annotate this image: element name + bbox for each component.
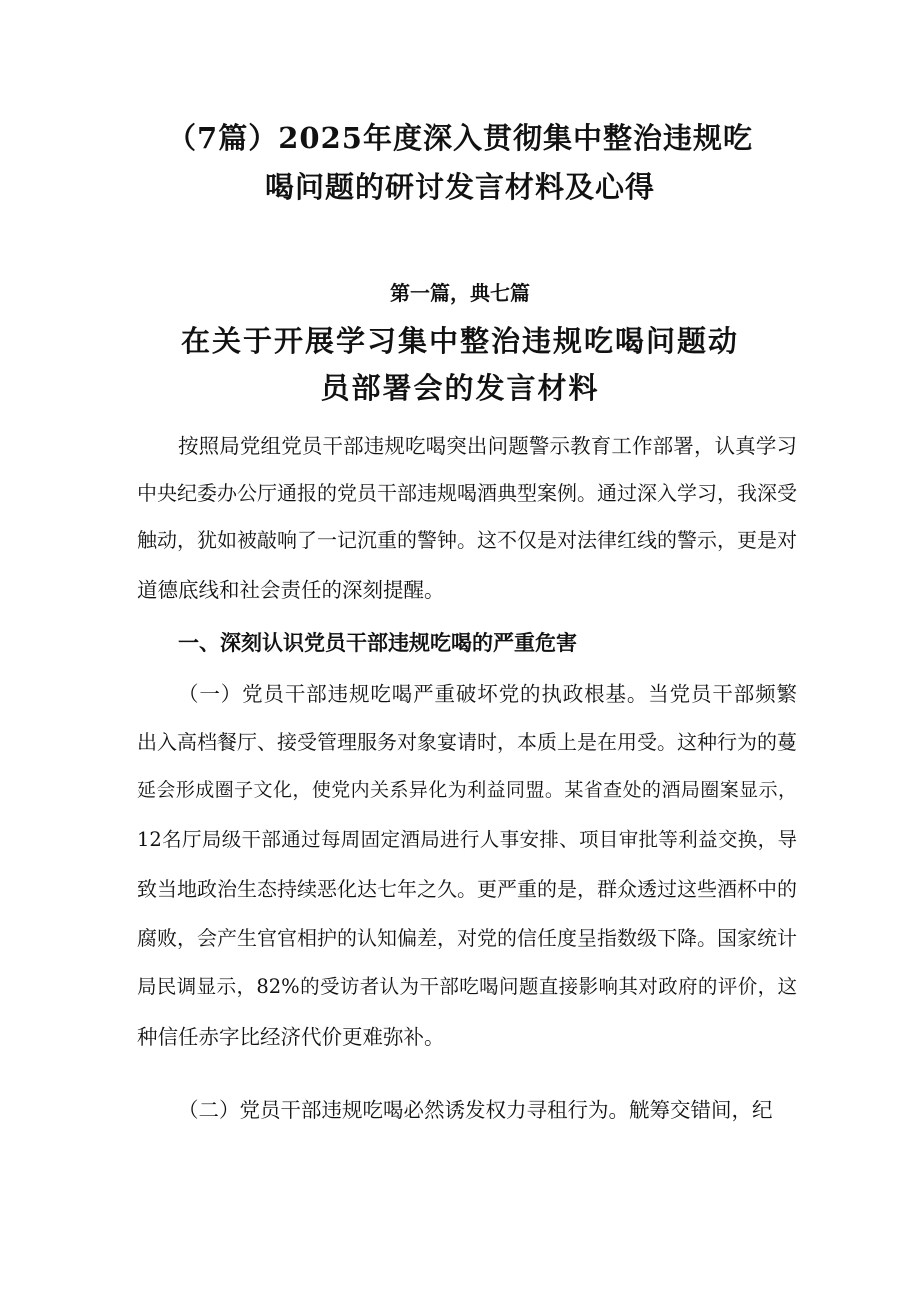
paragraph-line: （一）党员干部违规吃喝严重破坏党的执政根基。当党员干部频繁	[178, 682, 797, 706]
section-title-line-1: 在关于开展学习集中整治违规吃喝问题动	[180, 324, 739, 358]
section-label: 第一篇，典七篇	[390, 281, 530, 305]
paragraph-line: 按照局党组党员干部违规吃喝突出问题警示教育工作部署，认真学习	[178, 434, 797, 458]
paragraph-line: 12名厅局级干部通过每周固定酒局进行人事安排、项目审批等利益交换，导	[137, 828, 797, 851]
paragraph-line: 中央纪委办公厅通报的党员干部违规喝酒典型案例。通过深入学习，我深受	[137, 481, 797, 505]
paragraph-line: 致当地政治生态持续恶化达七年之久。更严重的是，群众透过这些酒杯中的	[137, 877, 797, 901]
paragraph-line: （二）党员干部违规吃喝必然诱发权力寻租行为。觥筹交错间，纪	[178, 1098, 773, 1122]
document-title-line-2: 喝问题的研讨发言材料及心得	[264, 170, 655, 204]
paragraph-line: 触动，犹如被敲响了一记沉重的警钟。这不仅是对法律红线的警示，更是对	[137, 528, 797, 552]
paragraph-line: 道德底线和社会责任的深刻提醒。	[137, 578, 445, 602]
paragraph-line: 延会形成圈子文化，使党内关系异化为利益同盟。某省查处的酒局圈案显示，	[137, 779, 797, 801]
paragraph-line: 腐败，会产生官官相护的认知偏差，对党的信任度呈指数级下降。国家统计	[137, 926, 797, 950]
paragraph-line: 出入高档餐厅、接受管理服务对象宴请时，本质上是在用受。这种行为的蔓	[137, 730, 797, 754]
section-heading: 一、深刻认识党员干部违规吃喝的严重危害	[178, 631, 577, 655]
paragraph-line: 种信任赤字比经济代价更难弥补。	[137, 1025, 445, 1049]
document-title-line-1: （7篇）2025年度深入贯彻集中整治违规吃	[167, 121, 753, 155]
paragraph-line: 局民调显示，82%的受访者认为干部吃喝问题直接影响其对政府的评价，这	[137, 975, 797, 998]
section-title-line-2: 员部署会的发言材料	[320, 371, 600, 405]
